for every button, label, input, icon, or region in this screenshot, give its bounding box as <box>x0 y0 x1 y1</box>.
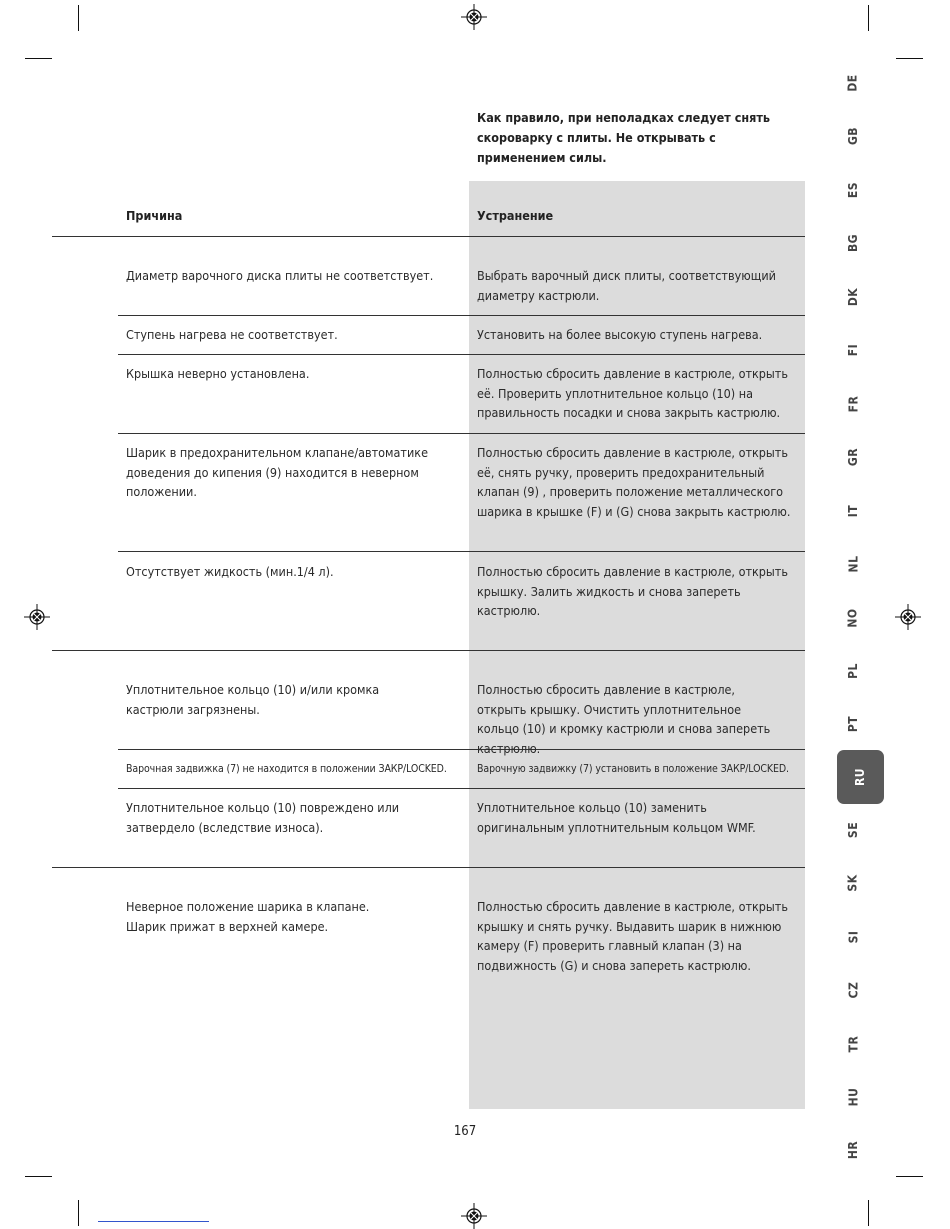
registration-mark-icon <box>895 604 921 630</box>
crop-mark <box>25 58 52 59</box>
remedy-cell: Установить на более высокую ступень нагрева. <box>477 327 763 342</box>
table-rule <box>118 433 805 434</box>
lang-tab-nl[interactable]: NL <box>845 555 860 573</box>
lang-tab-no[interactable]: NO <box>846 608 860 628</box>
crop-mark <box>25 1176 52 1177</box>
lang-tab-gb[interactable]: GB <box>846 126 860 146</box>
crop-mark <box>78 1200 79 1226</box>
crop-mark <box>868 1200 869 1226</box>
lang-tab-it[interactable]: IT <box>845 504 860 518</box>
cause-cell: Неверное положение шарика в клапане. Шарик прижат в верхней камере. <box>126 899 370 934</box>
color-bar <box>98 1221 209 1222</box>
lang-tab-de[interactable]: DE <box>846 74 860 92</box>
registration-mark-icon <box>461 4 487 30</box>
table-rule <box>118 354 805 355</box>
lang-tab-sk[interactable]: SK <box>846 874 860 892</box>
table-rule <box>52 650 805 651</box>
crop-mark <box>78 5 79 31</box>
lang-tab-hr[interactable]: HR <box>845 1140 860 1160</box>
crop-mark <box>896 58 923 59</box>
cause-cell: Уплотнительное кольцо (10) повреждено или затвердело (вследствие износа). <box>126 800 400 835</box>
registration-mark-icon <box>461 1203 487 1229</box>
cause-cell: Диаметр варочного диска плиты не соответствует. <box>126 268 434 283</box>
lang-tab-si[interactable]: SI <box>845 930 860 944</box>
remedy-cell: Полностью сбросить давление в кастрюле, открыть крышку и снять ручку. Выдавить шарик в нижнюю камеру (F) проверить главный клапан (3) на подвижность (G) и снова запереть кастрюлю. <box>477 899 788 973</box>
lang-tab-se[interactable]: SE <box>846 821 860 839</box>
table-rule <box>118 315 805 316</box>
crop-mark <box>896 1176 923 1177</box>
remedy-cell: Уплотнительное кольцо (10) заменить оригинальным уплотнительным кольцом WMF. <box>477 800 756 835</box>
cause-cell: Шарик в предохранительном клапане/автоматике доведения до кипения (9) находится в неверном положении. <box>126 445 429 499</box>
crop-mark <box>868 5 869 31</box>
table-rule <box>52 867 805 868</box>
remedy-cell: Полностью сбросить давление в кастрюле, открыть её. Проверить уплотнительное кольцо (10) на правильность посадки и снова закрыть кастрюлю. <box>477 366 788 420</box>
lang-tab-fr[interactable]: FR <box>845 395 860 413</box>
page-number: 167 <box>453 1124 477 1139</box>
lang-tab-es[interactable]: ES <box>846 181 860 199</box>
remedy-cell: Полностью сбросить давление в кастрюле, открыть её, снять ручку, проверить предохранительный клапан (9) , проверить положение металлического шарика в крышке (F) и (G) снова закрыть кастрюлю. <box>477 445 791 519</box>
remedy-cell: Варочную задвижку (7) установить в положение ЗАКР/LOCKED. <box>477 763 789 775</box>
cause-cell: Отсутствует жидкость (мин.1/4 л). <box>126 564 334 579</box>
table-rule <box>118 788 805 789</box>
lang-tab-gr[interactable]: GR <box>846 447 860 467</box>
cause-cell: Варочная задвижка (7) не находится в положении ЗАКР/LOCKED. <box>126 763 447 775</box>
table-rule <box>118 551 805 552</box>
lang-tab-dk[interactable]: DK <box>846 287 860 307</box>
lang-tab-cz[interactable]: CZ <box>846 981 860 999</box>
remedy-cell: Полностью сбросить давление в кастрюле, открыть крышку. Залить жидкость и снова запереть кастрюлю. <box>477 564 788 618</box>
intro-note: Как правило, при неполадках следует снять скороварку с плиты. Не открывать с применением силы. <box>477 110 770 165</box>
lang-tab-bg[interactable]: BG <box>846 233 860 253</box>
header-remedy: Устранение <box>477 208 554 223</box>
lang-tab-ru-active[interactable]: RU <box>837 750 884 804</box>
lang-tab-pt[interactable]: PT <box>846 715 860 733</box>
lang-tab-tr[interactable]: TR <box>846 1035 860 1053</box>
header-cause: Причина <box>126 208 183 223</box>
cause-cell: Крышка неверно установлена. <box>126 366 310 381</box>
lang-tab-hu[interactable]: HU <box>846 1087 860 1107</box>
lang-tab-pl[interactable]: PL <box>845 663 860 679</box>
cause-cell: Уплотнительное кольцо (10) и/или кромка кастрюли загрязнены. <box>126 682 380 717</box>
remedy-cell: Полностью сбросить давление в кастрюле, открыть крышку. Очистить уплотнительное кольцо (10) и кромку кастрюли и снова запереть кастрюлю. <box>477 682 771 756</box>
cause-cell: Ступень нагрева не соответствует. <box>126 327 338 342</box>
lang-tab-fi[interactable]: FI <box>845 343 860 357</box>
registration-mark-icon <box>24 604 50 630</box>
remedy-cell: Выбрать варочный диск плиты, соответствующий диаметру кастрюли. <box>477 268 776 303</box>
table-rule <box>52 236 805 237</box>
